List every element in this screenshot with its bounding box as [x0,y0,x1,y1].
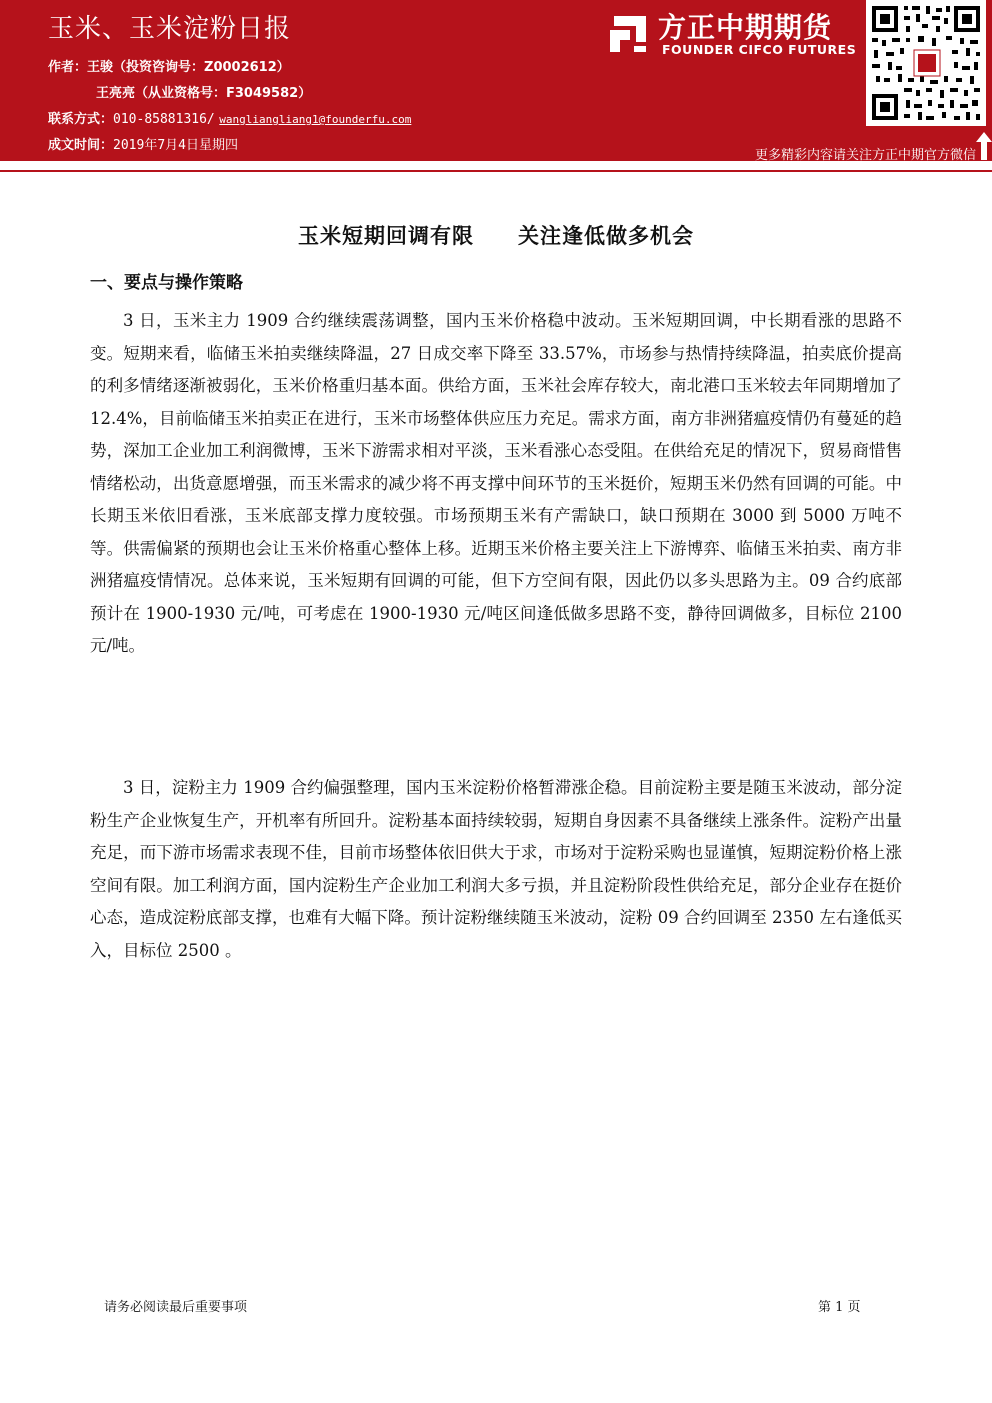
author-1: 王骏（投资咨询号：Z0002612） [87,60,290,75]
author-2: 王亮亮（从业资格号：F3049582） [96,86,312,101]
author-label: 作者： [48,60,88,75]
contact-line [48,108,411,127]
page-number: 第 1 页 [818,1300,861,1315]
header-divider [0,170,992,172]
founder-logo-icon [606,12,650,56]
brand-name-cn: 方正中期期货 [658,11,833,44]
section-heading: 一、要点与操作策略 [90,273,243,293]
paragraph-corn: 3 日，玉米主力 1909 合约继续震荡调整，国内玉米价格稳中波动。玉米短期回调，中长期看涨的思路不变。短期来看，临储玉米拍卖继续降温，27 日成交率下降至 33.57%，市场参与热情持续降温，拍卖底价提高的利多情绪逐渐被弱化，玉米价格重归基本面。供给方面，玉米社会库存较大，南北港口玉米较去年同期增加了 12.4%，目前临储玉米拍卖正在进行，玉米市场整体供应压力充足。需求方面，南方非洲猪瘟疫情仍有蔓延的趋势，深加工企业加工利润微博，玉米下游需求相对平淡，玉米看涨心态受阻。在供给充足的情况下，贸易商惜售情绪松动，出货意愿增强，而玉米需求的减少将不再支撑中间环节的玉米挺价，短期玉米仍然有回调的可能。中长期玉米依旧看涨，玉米底部支撑力度较强。市场预期玉米有产需缺口，缺口预期在 3000 到 5000 万吨不等。供需偏紧的预期也会让玉米价格重心整体上移。近期玉米价格主要关注上下游博弈、临储玉米拍卖、南方非洲猪瘟疫情情况。总体来说，玉米短期有回调的可能，但下方空间有限，因此仍以多头思路为主。09 合约底部预计在 1900-1930 元/吨，可考虑在 1900-1930 元/吨区间逢低做多思路不变，静待回调做多，目标位 2100 元/吨。 [90,311,902,655]
footer-notice: 请务必阅读最后重要事项 [104,1300,248,1315]
contact-label: 联系方式： [48,112,114,127]
date-label: 成文时间： [48,138,114,153]
document-title: 玉米短期回调有限 关注逢低做多机会 [298,224,694,248]
contact-email-link[interactable]: wangliangliang1@founderfu.com [219,113,412,126]
paragraph-starch: 3 日，淀粉主力 1909 合约偏强整理，国内玉米淀粉价格暂滞涨企稳。目前淀粉主要是随玉米波动，部分淀粉生产企业恢复生产，开机率有所回升。淀粉基本面持续较弱，短期自身因素不具备继续上涨条件。淀粉产出量充足，而下游市场需求表现不佳，目前市场整体依旧供大于求，市场对于淀粉采购也显谨慎，短期淀粉价格上涨空间有限。加工利润方面，国内淀粉生产企业加工利润大多亏损，并且淀粉阶段性供给充足，部分企业存在挺价心态，造成淀粉底部支撑，也难有大幅下降。预计淀粉继续随玉米波动，淀粉 09 合约回调至 2350 左右逢低买入，目标位 2500 。 [90,778,902,960]
brand-name-en: FOUNDER CIFCO FUTURES [662,42,857,57]
author-line-1 [48,56,290,75]
report-title: 玉米、玉米淀粉日报 [48,14,292,44]
contact-phone: 010-85881316/ [113,112,215,127]
qr-code-icon [866,0,986,126]
follow-wechat-text: 更多精彩内容请关注方正中期官方微信 [754,148,976,163]
report-header [0,0,992,161]
up-arrow-icon [976,132,992,160]
date-line [48,134,238,153]
author-line-2 [96,82,311,101]
date-value: 2019年7月4日星期四 [113,138,238,153]
